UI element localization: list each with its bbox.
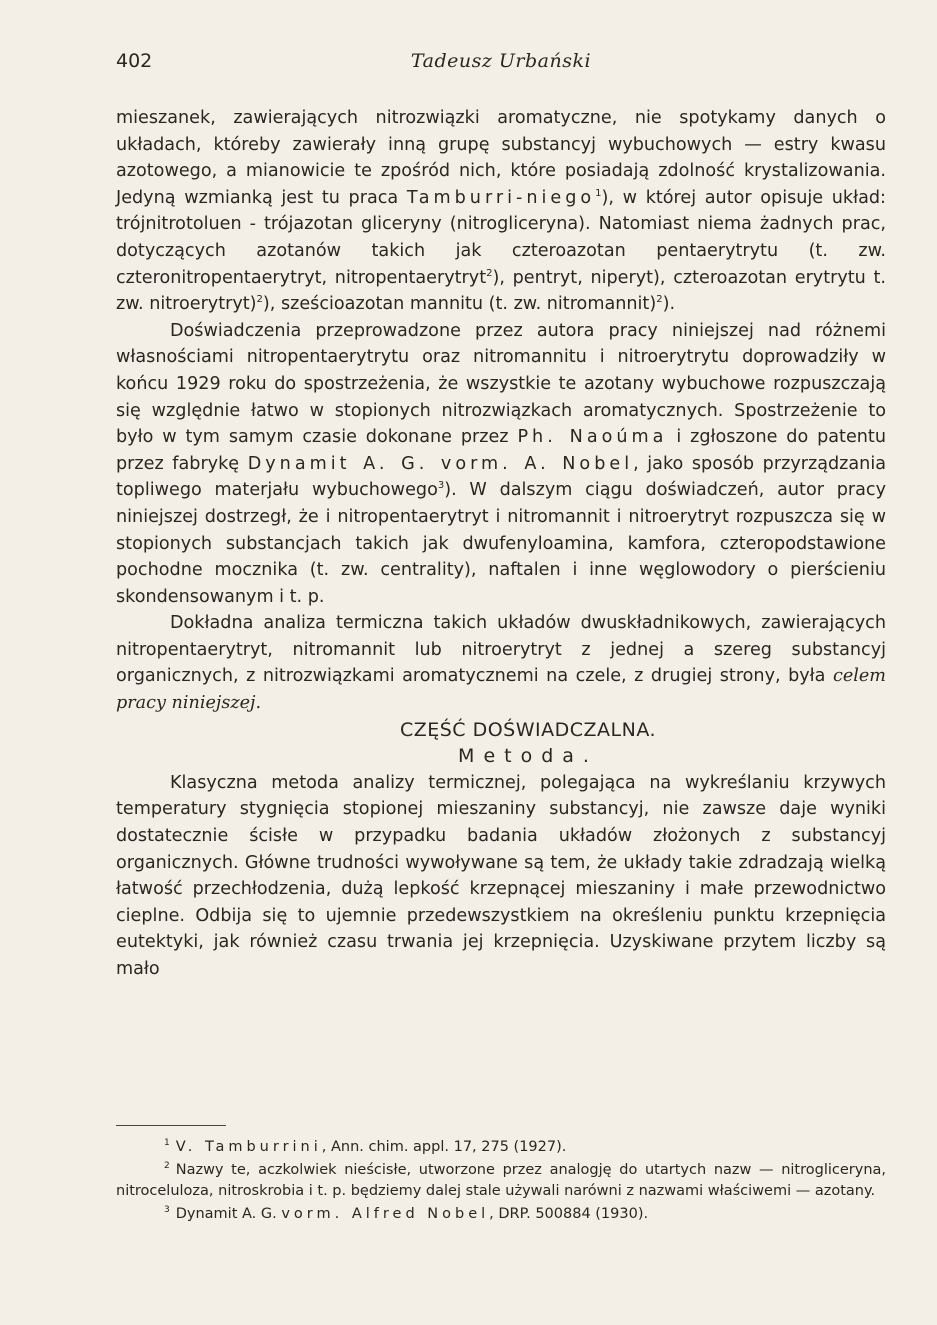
footnote-mark: 2 — [164, 1161, 170, 1171]
author-name-spaced: Ph. Naoúma — [517, 427, 668, 448]
text-run: Dokładna analiza termiczna takich układów dwuskładnikowych, zawierających nitropentaerytryt, nitromannit lub nitroerytryt z jednej a szereg substancyj organicznych, z nitrozwiązkami aromatycznemi na czele, z drugiej strony, była — [116, 613, 886, 687]
subsection-title: Metoda. — [458, 745, 598, 768]
author-name-spaced: Tamburri-niego — [406, 187, 596, 208]
text-run: mieszanek, zawierających nitrozwiązki aromatyczne, nie spotykamy danych o układach, któreby zawierały inną grupę substancyj wybuchowych — estry kwasu azotowego, a mianowicie te zpośród nich, które posiadają zdolność krystalizowania. Jedyną wzmianką jest tu praca — [116, 108, 886, 208]
body-text — [116, 105, 886, 983]
paragraph-1 — [116, 105, 886, 318]
company-name-spaced: vorm. Alfred Nobel — [281, 1206, 490, 1222]
footnote-1 — [116, 1137, 886, 1158]
footnote-2 — [116, 1160, 886, 1202]
footnote-mark: 1 — [164, 1138, 170, 1148]
footnote-ref: 2 — [486, 267, 493, 279]
company-name-spaced: Dynamit A. G. vorm. A. Nobel — [247, 453, 634, 474]
text-run: ), w której autor opisuje układ: trójnitrotoluen - trójazotan gliceryny (nitrogliceryna). Natomiast niema żadnych prac, dotyczących azotanów takich jak czteroazotan pentaerytrytu (t. zw. czteronitropentaerytryt, nitropentaerytryt — [116, 187, 886, 288]
paragraph-4: Klasyczna metoda analizy termicznej, polegająca na wykreślaniu krzywych temperatury stygnięcia stopionej mieszaniny substancyj, nie zawsze daje wyniki dostatecznie ścisłe w przypadku badania układów złożonych z substancyj organicznych. Główne trudności wywoływane są tem, że układy takie zdradzają wielką łatwość przechłodzenia, dużą lepkość krzepnącej mieszaniny i małe przewodnictwo cieplne. Odbija się to ujemnie przedewszystkiem na określeniu punktu krzepnięcia eutektyki, jak również czasu trwania jej krzepnięcia. Uzyskiwane przytem liczby są mało — [116, 772, 886, 979]
paragraph-2 — [116, 318, 886, 611]
text-run: ), sześcioazotan mannitu (t. zw. nitromannit) — [262, 294, 657, 315]
footnote-mark: 3 — [164, 1205, 170, 1215]
running-title: Tadeusz Urbański — [410, 50, 592, 72]
text-run: , DRP. 500884 (1930). — [489, 1206, 649, 1222]
footnote-3 — [116, 1204, 886, 1225]
text-run: , Ann. chim. appl. 17, 275 (1927). — [321, 1139, 567, 1155]
footnote-divider — [116, 1125, 226, 1126]
text-run: ), pentryt, niperyt), czteroazotan erytrytu t. zw. nitroerytryt) — [116, 267, 886, 315]
text-run: Nazwy te, aczkolwiek nieścisłe, utworzone przez analogję do utartych nazw — nitrogliceryna, nitroceluloza, nitroskrobia i t. p. będziemy dalej stale używali narówni z nazwami właściwemi — azotany. — [116, 1162, 886, 1199]
page-number: 402 — [116, 50, 153, 72]
text-run: Doświadczenia przeprowadzone przez autora pracy niniejszej nad różnemi własnościami nitropentaerytrytu oraz nitromannitu i nitroerytrytu doprowadziły w końcu 1929 roku do spostrzeżenia, że wszystkie te azotany wybuchowe rozpuszczają się względnie łatwo w stopionych nitrozwiązkach aromatycznych. Spostrzeżenie to było w tym samym czasie dokonane przez — [116, 320, 886, 448]
running-head — [116, 50, 886, 74]
footnote-ref: 2 — [656, 294, 663, 306]
text-run: ). W dalszym ciągu doświadczeń, autor pracy niniejszej dostrzegł, że i nitropentaerytryt i nitromannit i nitroerytryt rozpuszcza się w stopionych substancjach takich jak dwufenyloamina, kamfora, czteropodstawione pochodne mocznika (t. zw. centrality), naftalen i inne węglowodory o pierścieniu skondensowanym i t. p. — [116, 480, 886, 607]
text-run: i zgłoszone do patentu przez fabrykę — [116, 427, 886, 474]
footnote-ref: 2 — [256, 294, 263, 306]
text-run: Dynamit A. G. — [175, 1206, 282, 1222]
paragraph-3 — [116, 610, 886, 716]
text-run: ). — [662, 294, 676, 315]
author-name-spaced: V. Tamburrini — [175, 1139, 322, 1155]
section-title: CZĘŚĆ DOŚWIADCZALNA. — [399, 718, 657, 741]
footnote-ref: 1 — [595, 187, 602, 199]
footnote-ref: 3 — [437, 480, 445, 492]
italic-text: celem pracy niniejszej. — [116, 666, 886, 714]
text-run: , jako sposób przyrządzania topliwego materjału wybuchowego — [116, 453, 886, 501]
footnotes — [116, 1137, 886, 1227]
